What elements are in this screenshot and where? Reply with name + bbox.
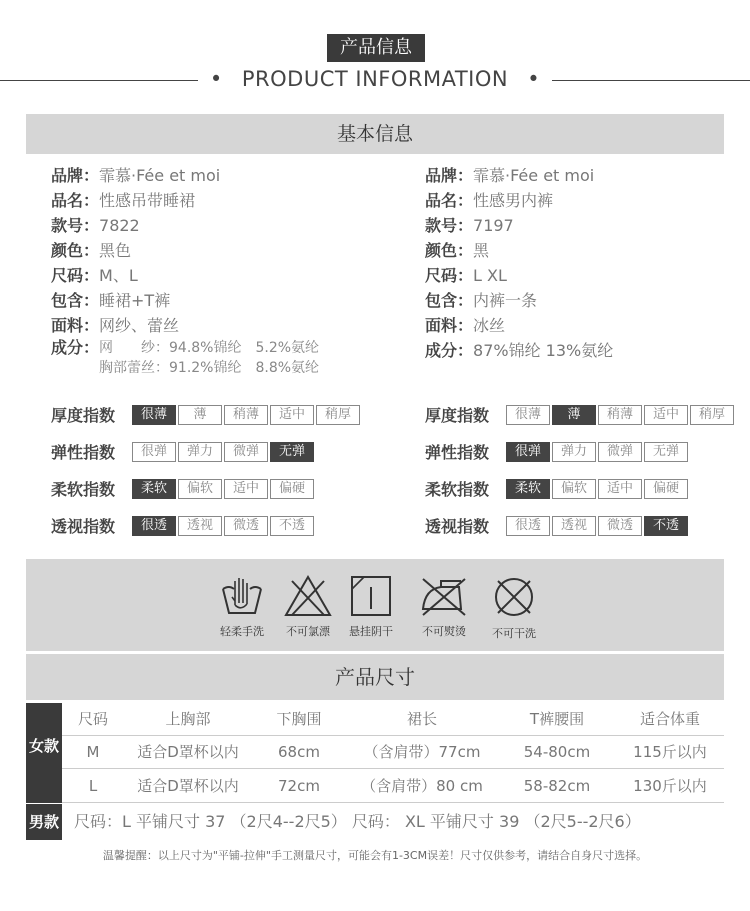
info-row — [51, 163, 381, 188]
care-instructions — [26, 559, 724, 651]
index-option: 微弹 — [224, 442, 268, 462]
no-iron-icon — [419, 575, 469, 617]
info-row — [425, 338, 750, 363]
info-key: 面料： — [51, 316, 100, 335]
men-size-row: 尺码：L 平铺尺寸 37 （2尺4--2尺5） 尺码： XL 平铺尺寸 39 （2尺5--2尺6） — [74, 812, 641, 831]
care-item-hang-dry — [336, 575, 406, 639]
info-value: 87%锦纶 13%氨纶 — [473, 341, 614, 360]
index-option: 偏软 — [178, 479, 222, 499]
info-row — [425, 213, 750, 238]
info-value: L XL — [473, 266, 507, 285]
info-key: 颜色： — [425, 241, 474, 260]
index-row — [425, 405, 750, 442]
index-options — [132, 516, 316, 536]
table-cell: 上胸部 — [165, 710, 211, 728]
hang-dry-shade-icon — [350, 575, 392, 617]
index-options — [506, 442, 690, 462]
index-option: 弹力 — [552, 442, 596, 462]
index-row — [51, 442, 381, 479]
table-cell: 裙长 — [406, 710, 437, 728]
index-option: 适中 — [598, 479, 642, 499]
index-label: 透视指数 — [425, 517, 490, 536]
index-options — [132, 405, 362, 425]
info-value: 网纱、蕾丝 — [99, 316, 180, 335]
index-option: 透视 — [552, 516, 596, 536]
info-key: 颜色： — [51, 241, 100, 260]
info-key: 包含： — [51, 291, 100, 310]
index-option: 柔软 — [132, 479, 176, 499]
index-option: 不透 — [644, 516, 688, 536]
info-right-column — [425, 163, 750, 363]
hand-wash-icon — [220, 575, 264, 617]
table-cell: 115斤以内 — [633, 743, 707, 761]
page-subtitle — [0, 67, 750, 91]
subtitle-text: PRODUCT INFORMATION — [236, 67, 514, 91]
table-cell: 54-80cm — [523, 743, 591, 761]
info-value: 黑 — [473, 241, 490, 260]
index-right-column — [425, 405, 750, 553]
info-row — [425, 288, 750, 313]
index-option: 很透 — [132, 516, 176, 536]
index-left-column — [51, 405, 381, 553]
index-option: 偏软 — [552, 479, 596, 499]
index-option: 稍厚 — [316, 405, 360, 425]
index-options — [132, 442, 316, 462]
info-value: 性感吊带睡裙 — [99, 191, 196, 210]
bullet-left: • — [204, 67, 229, 91]
care-item-no-bleach — [273, 575, 343, 639]
info-value: 黑色 — [99, 241, 132, 260]
composition-line: 网 纱：94.8%锦纶 5.2%氨纶 — [99, 340, 320, 356]
composition-lines — [99, 338, 319, 378]
index-option: 微透 — [598, 516, 642, 536]
care-label: 不可熨烫 — [422, 625, 466, 638]
no-tumble-dry-icon — [492, 575, 536, 619]
table-cell: 58-82cm — [523, 777, 591, 795]
index-options — [132, 479, 316, 499]
index-label: 柔软指数 — [425, 480, 490, 499]
info-row — [51, 263, 381, 288]
table-cell: 适合体重 — [639, 710, 700, 728]
table-cell: 130斤以内 — [633, 777, 707, 795]
info-value: 睡裙+T裤 — [99, 291, 171, 310]
info-value: M、L — [99, 266, 138, 285]
index-row — [425, 479, 750, 516]
index-option: 薄 — [552, 405, 596, 425]
table-row — [62, 736, 724, 769]
index-row — [51, 405, 381, 442]
index-option: 适中 — [224, 479, 268, 499]
info-row — [425, 188, 750, 213]
info-row — [425, 238, 750, 263]
index-option: 很弹 — [506, 442, 550, 462]
bullet-right: • — [521, 67, 546, 91]
index-option: 柔软 — [506, 479, 550, 499]
info-key: 品名： — [425, 191, 474, 210]
index-row — [51, 479, 381, 516]
index-option: 透视 — [178, 516, 222, 536]
index-option: 稍厚 — [690, 405, 734, 425]
index-row — [425, 442, 750, 479]
info-key: 品牌： — [425, 166, 474, 185]
table-cell: L — [88, 777, 98, 795]
index-option: 很薄 — [506, 405, 550, 425]
info-key: 品牌： — [51, 166, 100, 185]
info-value: 霏慕·Fée et moi — [99, 166, 221, 185]
info-row — [51, 238, 381, 263]
index-option: 稍薄 — [224, 405, 268, 425]
table-cell: 72cm — [278, 777, 320, 795]
table-row — [62, 769, 724, 803]
info-row-composition — [51, 338, 381, 380]
index-option: 无弹 — [270, 442, 314, 462]
size-heading: 产品尺寸 — [26, 654, 724, 700]
index-options — [506, 516, 690, 536]
info-value: 冰丝 — [473, 316, 506, 335]
table-cell: M — [86, 743, 100, 761]
no-bleach-icon — [284, 575, 332, 617]
composition-line: 胸部蕾丝：91.2%锦纶 8.8%氨纶 — [99, 360, 320, 376]
info-row — [51, 213, 381, 238]
info-key: 成分： — [51, 338, 100, 357]
info-key: 面料： — [425, 316, 474, 335]
table-header-row — [62, 703, 724, 736]
index-label: 弹性指数 — [425, 443, 490, 462]
care-label: 不可干洗 — [492, 627, 536, 640]
table-cell: T裤腰围 — [529, 710, 585, 728]
index-option: 偏硬 — [644, 479, 688, 499]
index-option: 微弹 — [598, 442, 642, 462]
index-option: 弹力 — [178, 442, 222, 462]
index-option: 薄 — [178, 405, 222, 425]
index-option: 很弹 — [132, 442, 176, 462]
index-label: 柔软指数 — [51, 480, 116, 499]
table-cell: 尺码 — [77, 710, 108, 728]
women-tag: 女款 — [26, 703, 62, 803]
info-row — [51, 188, 381, 213]
index-row — [425, 516, 750, 553]
info-left-column — [51, 163, 381, 380]
care-label: 轻柔手洗 — [220, 625, 264, 638]
info-key: 品名： — [51, 191, 100, 210]
index-option: 很薄 — [132, 405, 176, 425]
index-options — [506, 405, 736, 425]
info-key: 尺码： — [425, 266, 474, 285]
info-row — [425, 313, 750, 338]
info-row — [425, 263, 750, 288]
info-value: 霏慕·Fée et moi — [473, 166, 595, 185]
men-tag: 男款 — [26, 804, 62, 840]
info-key: 款号： — [425, 216, 474, 235]
index-option: 适中 — [270, 405, 314, 425]
index-label: 厚度指数 — [425, 406, 490, 425]
index-label: 厚度指数 — [51, 406, 116, 425]
info-row — [51, 288, 381, 313]
care-label: 不可氯漂 — [286, 625, 330, 638]
index-label: 透视指数 — [51, 517, 116, 536]
index-option: 很透 — [506, 516, 550, 536]
info-value: 7197 — [473, 216, 514, 235]
info-row — [425, 163, 750, 188]
index-option: 适中 — [644, 405, 688, 425]
info-key: 尺码： — [51, 266, 100, 285]
index-option: 偏硬 — [270, 479, 314, 499]
care-item-hand-wash — [207, 575, 277, 639]
care-item-no-tumble — [479, 575, 549, 641]
index-option: 稍薄 — [598, 405, 642, 425]
size-note: 温馨提醒：以上尺寸为"平铺-拉伸"手工测量尺寸，可能会有1-3CM误差！尺寸仅供参考，请结合自身尺寸选择。 — [102, 849, 648, 862]
index-option: 无弹 — [644, 442, 688, 462]
table-cell: （含肩带）80 cm — [361, 777, 483, 795]
info-row — [51, 313, 381, 338]
table-cell: （含肩带）77cm — [363, 743, 481, 761]
table-cell: 68cm — [278, 743, 320, 761]
care-label: 悬挂阴干 — [349, 625, 393, 638]
index-label: 弹性指数 — [51, 443, 116, 462]
info-key: 包含： — [425, 291, 474, 310]
info-value: 7822 — [99, 216, 140, 235]
table-cell: 适合D罩杯以内 — [137, 743, 239, 761]
index-option: 不透 — [270, 516, 314, 536]
basic-info-heading: 基本信息 — [26, 114, 724, 154]
info-value: 性感男内裤 — [473, 191, 554, 210]
info-key: 成分： — [425, 341, 474, 360]
care-item-no-iron — [409, 575, 479, 639]
index-options — [506, 479, 690, 499]
page-title: 产品信息 — [327, 34, 425, 62]
table-cell: 下胸围 — [276, 710, 322, 728]
info-value: 内裤一条 — [473, 291, 538, 310]
table-cell: 适合D罩杯以内 — [137, 777, 239, 795]
info-key: 款号： — [51, 216, 100, 235]
index-row — [51, 516, 381, 553]
index-option: 微透 — [224, 516, 268, 536]
